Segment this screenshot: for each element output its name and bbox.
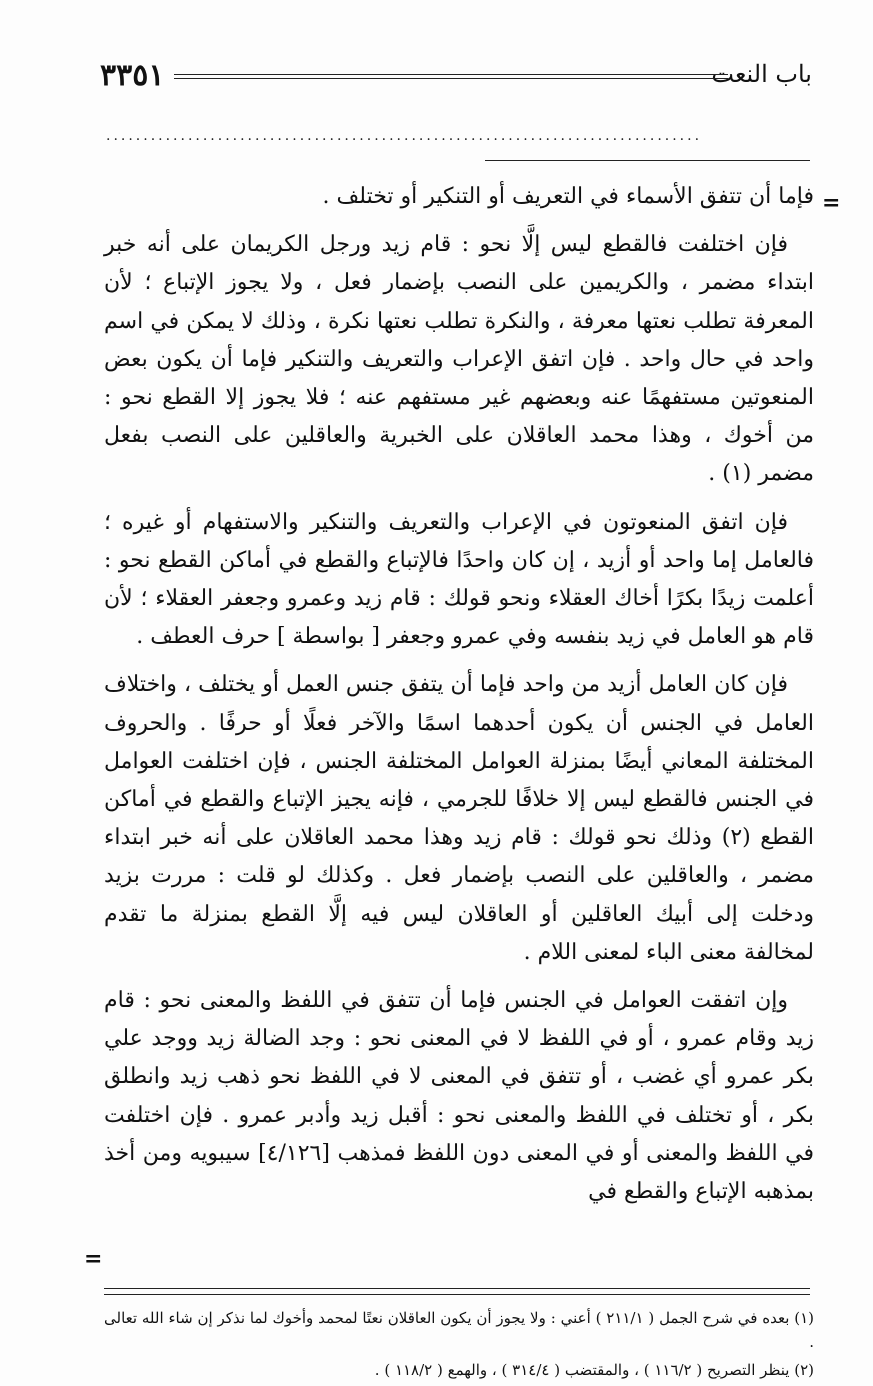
continuation-mark-top: = — [822, 190, 841, 216]
page-header — [100, 58, 812, 98]
paragraph: فإن اتفق المنعوتون في الإعراب والتعريف والتنكير والاستفهام أو غيره ؛ فالعامل إما واحد أو أزيد ، إن كان واحدًا فالإتباع والقطع في أماكن القطع نحو : أعلمت زيدًا بكرًا أخاك العقلاء ونحو قولك : قام زيد وعمرو وجعفر العقلاء ؛ لأن قام هو العامل في زيد بنفسه وفي عمرو وجعفر [ بواسطة ] حرف العطف . — [104, 509, 814, 650]
main-text — [104, 178, 814, 1221]
footnote: (١) بعده في شرح الجمل ( ٢١١/١ ) أعني : ولا يجوز أن يكون العاقلان نعتًا لمحمد وأخوك لما نذكر إن شاء الله تعالى . — [104, 1309, 814, 1351]
footnote: (٢) ينظر التصريح ( ١١٦/٢ ) ، والمقتضب ( ٣١٤/٤ ) ، والهمع ( ١١٨/٢ ) . — [374, 1361, 814, 1379]
paragraph: فإن كان العامل أزيد من واحد فإما أن يتفق جنس العمل أو يختلف ، واختلاف العامل في الجنس أن يكون أحدهما اسمًا والآخر فعلًا أو حرفًا . والحروف المختلفة المعاني أيضًا بمنزلة العوامل المختلفة الجنس ، فإن اختلفت العوامل في الجنس فالقطع ليس إلا خلافًا للجرمي ، فإنه يجيز الإتباع والقطع في أماكن القطع (٢) وذلك نحو قولك : قام زيد وهذا محمد العاقلان على أنه خبر ابتداء مضمر ، والعاقلين على النصب بإضمار فعل . وكذلك لو قلت : مررت بزيد ودخلت إلى أبيك العاقلين أو العاقلان ليس فيه إلَّا القطع بمنزلة ما تقدم لمخالفة معنى الباء لمعنى اللام . — [104, 672, 815, 965]
paragraph: فإن اختلفت فالقطع ليس إلَّا نحو : قام زيد ورجل الكريمان على أنه خبر ابتداء مضمر ، والكريمين على النصب بإضمار فعل ، ولا يجوز الإتباع ؛ لأن المعرفة تطلب نعتها معرفة ، والنكرة تطلب نعتها نكرة ، وذلك لا يمكن في اسم واحد في حال واحد . فإن اتفق الإعراب والتعريف والتنكير فإما أن يكون بعض المنعوتين مستفهمًا عنه وبعضهم غير مستفهم عنه ؛ فلا يجوز إلا القطع نحو : من أخوك ، وهذا محمد العاقلان على الخبرية والعاقلين على النصب بفعل مضمر (١) . — [104, 232, 814, 487]
continuation-mark-bottom: = — [84, 1246, 103, 1272]
page-number: ٣٣٥١ — [100, 58, 165, 93]
dotted-row: ................................................................................ — [106, 128, 703, 144]
header-rule — [174, 74, 728, 79]
chapter-title: باب النعت — [711, 60, 812, 88]
dotted-separator — [106, 128, 810, 144]
top-separator-line — [485, 160, 810, 161]
footnote-separator — [104, 1288, 810, 1289]
footnote-separator-second — [104, 1294, 810, 1295]
paragraph: وإن اتفقت العوامل في الجنس فإما أن تتفق في اللفظ والمعنى نحو : قام زيد وقام عمرو ، أو في اللفظ لا في المعنى نحو : وجد الضالة زيد ووجد علي بكر عمرو أي غضب ، أو تتفق في المعنى لا في اللفظ نحو ذهب زيد وانطلق بكر ، أو تختلف في اللفظ والمعنى نحو : أقبل زيد وأدبر عمرو . فإن اختلفت في اللفظ والمعنى أو في المعنى دون اللفظ فمذهب [٤/١٢٦] سيبويه ومن أخذ بمذهبه الإتباع والقطع في — [104, 988, 814, 1205]
paragraph: فإما أن تتفق الأسماء في التعريف أو التنكير أو تختلف . — [322, 184, 814, 209]
footnotes — [104, 1306, 814, 1386]
